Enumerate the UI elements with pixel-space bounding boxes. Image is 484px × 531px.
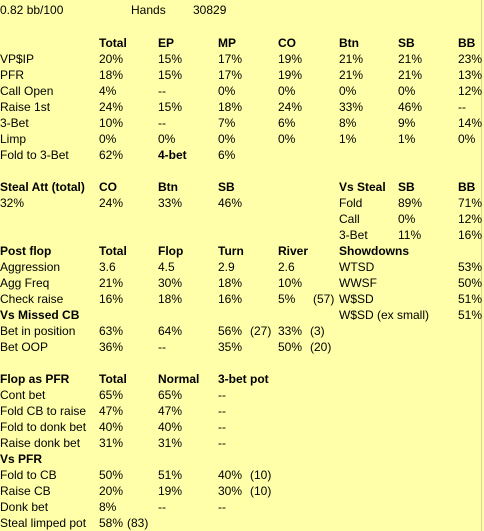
vs-steal-call-bb: 12% — [458, 212, 483, 226]
col-header-bb: BB — [458, 36, 476, 50]
check-raise-river: 5% — [278, 292, 296, 306]
fold-to-3bet-total: 62% — [99, 148, 124, 162]
vs-steal-col-bb: BB — [458, 180, 476, 194]
limp-sb: 1% — [398, 132, 416, 146]
bet-oop-total: 36% — [99, 340, 124, 354]
agg-freq-flop: 30% — [158, 276, 183, 290]
postflop-title: Post flop — [0, 244, 52, 258]
raise-donk-3bet-pot: -- — [218, 436, 226, 450]
3bet-mp: 7% — [218, 116, 236, 130]
flop-pfr-col-normal: Normal — [158, 372, 200, 386]
steal-total: 32% — [0, 196, 25, 210]
vs-steal-call-label: Call — [339, 212, 360, 226]
3bet-sb: 9% — [398, 116, 416, 130]
4bet-value: 6% — [218, 148, 236, 162]
col-header-mp: MP — [218, 36, 236, 50]
raise-cb-total: 20% — [99, 484, 124, 498]
flop-pfr-col-total: Total — [99, 372, 127, 386]
vs-steal-call-sb: 0% — [398, 212, 416, 226]
flop-pfr-col-3bet-pot: 3-bet pot — [218, 372, 269, 386]
row-label-aggression: Aggression — [0, 260, 61, 274]
limp-btn: 1% — [339, 132, 357, 146]
row-label-raise-1st: Raise 1st — [0, 100, 51, 114]
raise-1st-btn: 33% — [339, 100, 364, 114]
call-open-co: 0% — [278, 84, 296, 98]
aggression-river: 2.6 — [278, 260, 295, 274]
check-raise-flop: 18% — [158, 292, 183, 306]
bet-oop-river: 50% — [278, 340, 303, 354]
steal-sb: 46% — [218, 196, 243, 210]
3bet-total: 10% — [99, 116, 124, 130]
check-raise-river-sample: (57) — [313, 292, 335, 306]
bet-oop-flop: -- — [158, 340, 166, 354]
fold-donk-3bet-pot: -- — [218, 420, 226, 434]
limp-total: 0% — [99, 132, 117, 146]
showdown-wtsd-label: WTSD — [339, 260, 375, 274]
vpip-ep: 15% — [158, 52, 183, 66]
donk-bet-total: 8% — [99, 500, 117, 514]
3bet-co: 6% — [278, 116, 296, 130]
raise-1st-bb: -- — [458, 100, 466, 114]
showdown-wsd-label: W$SD — [339, 292, 374, 306]
fold-to-cb-normal: 51% — [158, 468, 183, 482]
pfr-total: 18% — [99, 68, 124, 82]
pfr-btn: 21% — [339, 68, 364, 82]
raise-1st-ep: 15% — [158, 100, 183, 114]
vpip-co: 19% — [278, 52, 303, 66]
row-label-fold-to-3bet: Fold to 3-Bet — [0, 148, 69, 162]
vpip-btn: 21% — [339, 52, 364, 66]
fold-to-cb-3bet-pot: 40% — [218, 468, 243, 482]
vs-steal-col-sb: SB — [398, 180, 415, 194]
vs-steal-3bet-bb: 16% — [458, 228, 483, 242]
call-open-btn: 0% — [339, 84, 357, 98]
limp-co: 0% — [278, 132, 296, 146]
call-open-sb: 0% — [398, 84, 416, 98]
3bet-ep: -- — [158, 116, 166, 130]
fold-cb-raise-normal: 47% — [158, 404, 183, 418]
raise-1st-total: 24% — [99, 100, 124, 114]
row-label-raise-donk-bet: Raise donk bet — [0, 436, 81, 450]
row-label-pfr: PFR — [0, 68, 24, 82]
row-label-donk-bet: Donk bet — [0, 500, 49, 514]
row-label-bet-oop: Bet OOP — [0, 340, 49, 354]
row-label-fold-to-donk-bet: Fold to donk bet — [0, 420, 87, 434]
hands-value: 30829 — [193, 3, 227, 17]
raise-1st-co: 24% — [278, 100, 303, 114]
vpip-sb: 21% — [398, 52, 423, 66]
steal-co: 24% — [99, 196, 124, 210]
donk-bet-normal: -- — [158, 500, 166, 514]
pfr-ep: 15% — [158, 68, 183, 82]
call-open-ep: -- — [158, 84, 166, 98]
vpip-total: 20% — [99, 52, 124, 66]
row-label-raise-cb: Raise CB — [0, 484, 51, 498]
vs-steal-fold-bb: 71% — [458, 196, 483, 210]
row-label-bet-in-position: Bet in position — [0, 324, 76, 338]
raise-cb-normal: 19% — [158, 484, 183, 498]
vs-pfr-title: Vs PFR — [0, 452, 43, 466]
fold-donk-normal: 40% — [158, 420, 183, 434]
pfr-bb: 13% — [458, 68, 483, 82]
limp-bb: 0% — [458, 132, 476, 146]
bet-ip-turn: 56% — [218, 324, 243, 338]
row-label-fold-to-cb: Fold to CB — [0, 468, 57, 482]
showdown-wtsd-value: 53% — [458, 260, 483, 274]
donk-bet-3bet-pot: -- — [218, 500, 226, 514]
postflop-col-turn: Turn — [218, 244, 244, 258]
pfr-mp: 17% — [218, 68, 243, 82]
row-label-3bet: 3-Bet — [0, 116, 29, 130]
flop-pfr-title: Flop as PFR — [0, 372, 70, 386]
postflop-col-total: Total — [99, 244, 127, 258]
agg-freq-turn: 18% — [218, 276, 243, 290]
bb100-value: 0.82 bb/100 — [0, 3, 64, 17]
raise-cb-3bet-pot: 30% — [218, 484, 243, 498]
row-label-check-raise: Check raise — [0, 292, 64, 306]
vs-steal-fold-sb: 89% — [398, 196, 423, 210]
bet-oop-turn: 35% — [218, 340, 243, 354]
row-label-vpip: VP$IP — [0, 52, 35, 66]
vs-steal-fold-label: Fold — [339, 196, 363, 210]
vs-steal-title: Vs Steal — [339, 180, 386, 194]
call-open-bb: 12% — [458, 84, 483, 98]
call-open-total: 4% — [99, 84, 117, 98]
steal-col-btn: Btn — [158, 180, 178, 194]
pfr-co: 19% — [278, 68, 303, 82]
showdown-wsd-value: 51% — [458, 292, 483, 306]
postflop-col-river: River — [278, 244, 309, 258]
bet-oop-river-sample: (20) — [310, 340, 332, 354]
fold-to-cb-sample: (10) — [250, 468, 272, 482]
cont-bet-total: 65% — [99, 388, 124, 402]
row-label-steal-limped-pot: Steal limped pot — [0, 516, 87, 530]
row-label-agg-freq: Agg Freq — [0, 276, 50, 290]
agg-freq-total: 21% — [99, 276, 124, 290]
bet-ip-river: 33% — [278, 324, 303, 338]
limp-ep: 0% — [158, 132, 176, 146]
raise-1st-mp: 18% — [218, 100, 243, 114]
fold-cb-raise-total: 47% — [99, 404, 124, 418]
steal-title: Steal Att (total) — [0, 180, 85, 194]
raise-donk-total: 31% — [99, 436, 124, 450]
vpip-bb: 23% — [458, 52, 483, 66]
row-label-fold-cb-to-raise: Fold CB to raise — [0, 404, 87, 418]
4bet-label: 4-bet — [158, 148, 187, 162]
vs-steal-3bet-sb: 11% — [398, 228, 422, 242]
showdowns-title: Showdowns — [339, 244, 409, 258]
col-header-sb: SB — [398, 36, 415, 50]
bet-ip-turn-sample: (27) — [250, 324, 272, 338]
showdown-wwsf-label: WWSF — [339, 276, 377, 290]
raise-donk-normal: 31% — [158, 436, 183, 450]
bet-ip-river-sample: (3) — [310, 324, 325, 338]
aggression-total: 3.6 — [99, 260, 116, 274]
showdown-wsd-exsmall-label: W$SD (ex small) — [339, 308, 430, 322]
agg-freq-river: 10% — [278, 276, 303, 290]
showdown-wsd-exsmall-value: 51% — [458, 308, 483, 322]
steal-col-co: CO — [99, 180, 117, 194]
vs-steal-3bet-label: 3-Bet — [339, 228, 368, 242]
cont-bet-normal: 65% — [158, 388, 183, 402]
vpip-mp: 17% — [218, 52, 243, 66]
aggression-flop: 4.5 — [158, 260, 175, 274]
col-header-co: CO — [278, 36, 296, 50]
steal-limped-pot-sample: (83) — [127, 516, 149, 530]
col-header-ep: EP — [158, 36, 175, 50]
postflop-col-flop: Flop — [158, 244, 184, 258]
row-label-call-open: Call Open — [0, 84, 54, 98]
pfr-sb: 21% — [398, 68, 423, 82]
showdown-wwsf-value: 50% — [458, 276, 483, 290]
fold-donk-total: 40% — [99, 420, 124, 434]
hands-label: Hands — [131, 3, 166, 17]
raise-cb-sample: (10) — [250, 484, 272, 498]
fold-cb-raise-3bet-pot: -- — [218, 404, 226, 418]
bet-ip-total: 63% — [99, 324, 124, 338]
missed-cb-title: Vs Missed CB — [0, 308, 80, 322]
3bet-bb: 14% — [458, 116, 483, 130]
check-raise-total: 16% — [99, 292, 124, 306]
col-header-total: Total — [99, 36, 127, 50]
bet-ip-flop: 64% — [158, 324, 183, 338]
3bet-btn: 8% — [339, 116, 357, 130]
aggression-turn: 2.9 — [218, 260, 235, 274]
steal-col-sb: SB — [218, 180, 235, 194]
call-open-mp: 0% — [218, 84, 236, 98]
raise-1st-sb: 46% — [398, 100, 423, 114]
row-label-limp: Limp — [0, 132, 27, 146]
check-raise-turn: 16% — [218, 292, 243, 306]
steal-limped-pot-value: 58% — [99, 516, 124, 530]
fold-to-cb-total: 50% — [99, 468, 124, 482]
limp-mp: 0% — [218, 132, 236, 146]
cont-bet-3bet-pot: -- — [218, 388, 226, 402]
col-header-btn: Btn — [339, 36, 359, 50]
row-label-cont-bet: Cont bet — [0, 388, 46, 402]
steal-btn: 33% — [158, 196, 183, 210]
